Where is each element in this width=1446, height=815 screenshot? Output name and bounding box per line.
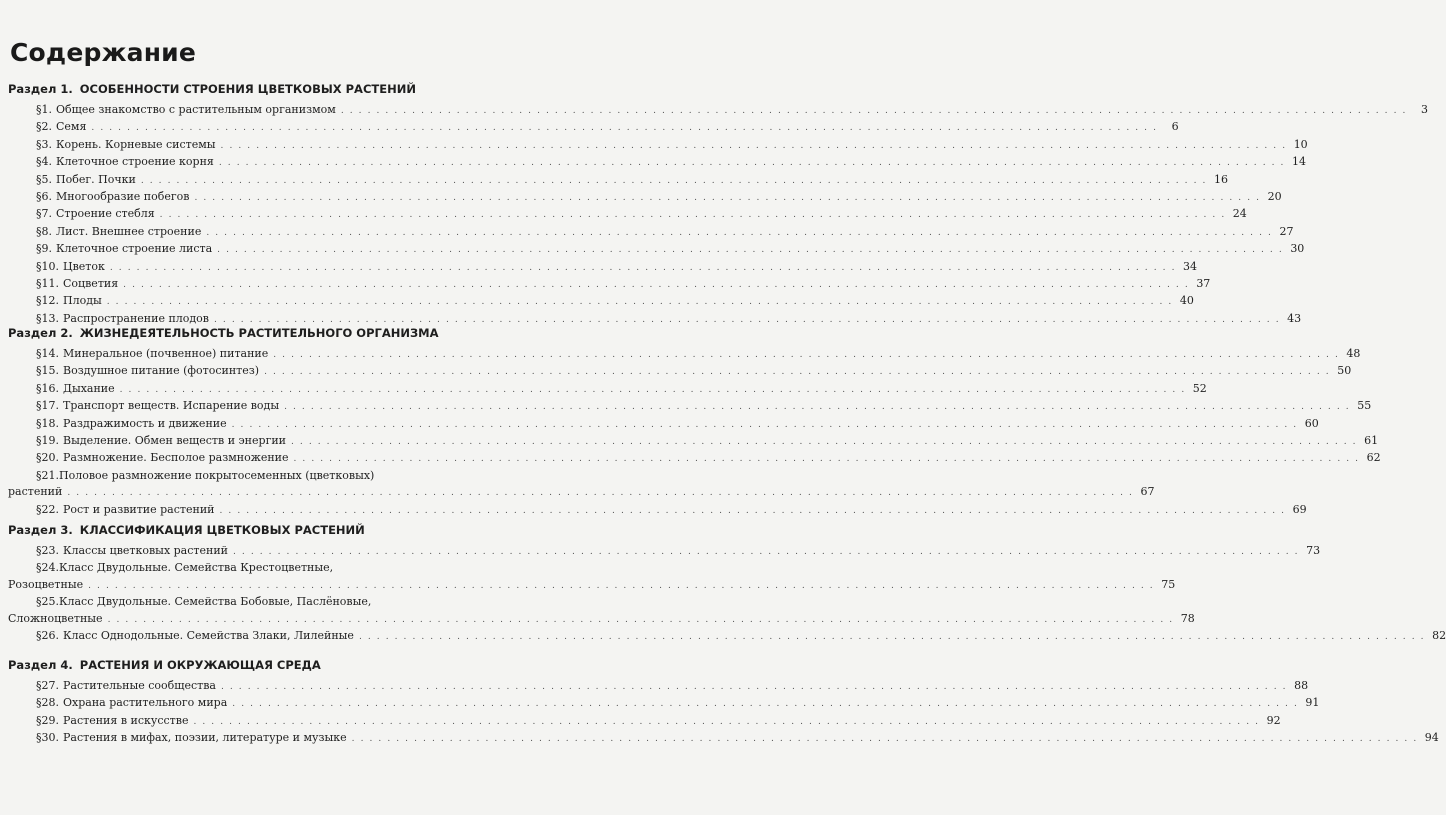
entry-number: §8.	[36, 224, 52, 238]
section-label: Раздел 2.	[8, 326, 73, 340]
page-number: 14	[1292, 155, 1306, 169]
page-number: 30	[1290, 242, 1305, 256]
section-label: Раздел 4.	[8, 658, 73, 672]
dot-leader: . . . . . . . . . . . . . . . . . . . . . . . . . . . . . . . . . . . . . . . . . . . . . . . . . . . . . . . . . . . . . . . . . . . . . . . . . . . . . . . . . . . . . . . . . . . . . . . . . . . . . . . . . . . . . . . . . . . . . . . .	[284, 402, 1351, 413]
entry-number: §5.	[36, 172, 52, 186]
entry-title-continuation: растений	[8, 485, 63, 499]
page-title: Содержание	[10, 38, 197, 67]
page-number: 50	[1337, 364, 1352, 378]
dot-leader: . . . . . . . . . . . . . . . . . . . . . . . . . . . . . . . . . . . . . . . . . . . . . . . . . . . . . . . . . . . . . . . . . . . . . . . . . . . . . . . . . . . . . . . . . . . . . . . . . . . . . . . . . . . . . . . . . . . . . . . .	[159, 210, 1226, 221]
entry-number: §25.	[36, 595, 59, 609]
entry-line	[36, 543, 1321, 560]
entry-title: Выделение. Обмен веществ и энергии	[63, 434, 286, 448]
page-number: 10	[1293, 137, 1308, 151]
entry-line	[36, 206, 1247, 223]
page-number: 60	[1304, 416, 1319, 430]
page-number: 37	[1196, 277, 1211, 291]
page-number: 16	[1213, 172, 1228, 186]
entry-first-line	[36, 468, 514, 484]
page-number: 88	[1294, 679, 1309, 692]
entry-first-line	[36, 560, 514, 576]
dot-leader: . . . . . . . . . . . . . . . . . . . . . . . . . . . . . . . . . . . . . . . . . . . . . . . . . . . . . . . . . . . . . . . . . . . . . . . . . . . . . . . . . . . . . . . . . . . . . . . . . . . . . . . . . . . . . . . . . . . . . . . .	[351, 734, 1418, 745]
dot-leader: . . . . . . . . . . . . . . . . . . . . . . . . . . . . . . . . . . . . . . . . . . . . . . . . . . . . . . . . . . . . . . . . . . . . . . . . . . . . . . . . . . . . . . . . . . . . . . . . . . . . . . . . . . . . . . . . . . . . . . . .	[293, 454, 1360, 465]
section-header	[8, 326, 439, 340]
page-number: 75	[1161, 577, 1176, 591]
entry-number: §11.	[36, 277, 59, 291]
entry-line	[36, 363, 1352, 380]
dot-leader: . . . . . . . . . . . . . . . . . . . . . . . . . . . . . . . . . . . . . . . . . . . . . . . . . . . . . . . . . . . . . . . . . . . . . . . . . . . . . . . . . . . . . . . . . . . . . . . . . . . . . . . . . . . . . . . . . . . . . . . .	[220, 140, 1287, 151]
section-title: РАСТЕНИЯ И ОКРУЖАЮЩАЯ СРЕДА	[79, 658, 321, 672]
entry-line	[36, 189, 1282, 206]
entry-line	[36, 102, 1428, 119]
entry-number: §9.	[36, 242, 52, 256]
entry-line	[36, 346, 1361, 363]
entry-number: §3.	[36, 137, 52, 151]
dot-leader: . . . . . . . . . . . . . . . . . . . . . . . . . . . . . . . . . . . . . . . . . . . . . . . . . . . . . . . . . . . . . . . . . . . . . . . . . . . . . . . . . . . . . . . . . . . . . . . . . . . . . . . . . . . . . . . . . . . . . . . .	[232, 699, 1299, 710]
entry-line	[36, 416, 1319, 433]
dot-leader: . . . . . . . . . . . . . . . . . . . . . . . . . . . . . . . . . . . . . . . . . . . . . . . . . . . . . . . . . . . . . . . . . . . . . . . . . . . . . . . . . . . . . . . . . . . . . . . . . . . . . . . . . . . . . . . . . . . . . . . .	[67, 488, 1134, 499]
toc-entry[interactable]	[36, 730, 1439, 747]
entry-line	[36, 276, 1211, 293]
section-title: ЖИЗНЕДЕЯТЕЛЬНОСТЬ РАСТИТЕЛЬНОГО ОРГАНИЗМА	[79, 326, 439, 340]
page-number: 3	[1420, 103, 1428, 116]
dot-leader: . . . . . . . . . . . . . . . . . . . . . . . . . . . . . . . . . . . . . . . . . . . . . . . . . . . . . . . . . . . . . . . . . . . . . . . . . . . . . . . . . . . . . . . . . . . . . . . . . . . . . . . . . . . . . . . . . . . . . . . .	[219, 505, 1286, 516]
section-label: Раздел 3.	[8, 523, 73, 537]
entry-title: Минеральное (почвенное) питание	[63, 347, 269, 360]
entry-line	[36, 137, 1308, 154]
entry-title: Растения в искусстве	[63, 713, 189, 727]
entry-title: Семя	[56, 120, 87, 134]
page-number: 48	[1346, 347, 1361, 360]
entry-number: §14.	[36, 347, 59, 360]
toc-entry[interactable]	[36, 398, 1372, 415]
toc-entry[interactable]	[36, 189, 1282, 206]
entry-number: §15.	[36, 364, 59, 378]
toc-entry[interactable]	[36, 450, 1381, 467]
entry-title: Общее знакомство с растительным организмом	[56, 103, 336, 116]
entry-number: §19.	[36, 434, 59, 448]
toc-entry[interactable]	[36, 102, 1428, 119]
entry-title: Класс Двудольные. Семейства Бобовые, Паслёновые,	[59, 595, 372, 609]
toc-entry[interactable]	[36, 433, 1379, 450]
toc-entry[interactable]	[36, 346, 1361, 363]
entry-title: Транспорт веществ. Испарение воды	[63, 399, 280, 413]
entry-line	[8, 577, 1176, 594]
entry-number: §21.	[36, 468, 59, 482]
entry-title: Воздушное питание (фотосинтез)	[63, 364, 260, 378]
section-label: Раздел 1.	[8, 82, 73, 96]
entry-number: §23.	[36, 544, 59, 557]
page-number: 82	[1432, 629, 1446, 643]
entry-title-continuation: Сложноцветные	[8, 611, 103, 625]
entry-line	[36, 119, 1179, 136]
dot-leader: . . . . . . . . . . . . . . . . . . . . . . . . . . . . . . . . . . . . . . . . . . . . . . . . . . . . . . . . . . . . . . . . . . . . . . . . . . . . . . . . . . . . . . . . . . . . . . . . . . . . . . . . . . . . . . . . . . . . . . . .	[233, 547, 1300, 557]
section-entries	[0, 678, 1439, 748]
toc-entry[interactable]	[36, 119, 1179, 136]
entry-line	[36, 502, 1307, 519]
section-entries	[0, 346, 1381, 519]
page-number: 94	[1424, 731, 1439, 745]
dot-leader: . . . . . . . . . . . . . . . . . . . . . . . . . . . . . . . . . . . . . . . . . . . . . . . . . . . . . . . . . . . . . . . . . . . . . . . . . . . . . . . . . . . . . . . . . . . . . . . . . . . . . . . . . . . . . . . . . . . . . . . .	[123, 280, 1190, 291]
dot-leader: . . . . . . . . . . . . . . . . . . . . . . . . . . . . . . . . . . . . . . . . . . . . . . . . . . . . . . . . . . . . . . . . . . . . . . . . . . . . . . . . . . . . . . . . . . . . . . . . . . . . . . . . . . . . . . . . . . . . . . . .	[358, 632, 1426, 643]
entry-title: Лист. Внешнее строение	[56, 224, 202, 238]
page-number: 34	[1183, 259, 1198, 273]
entry-title-continuation: Розоцветные	[8, 577, 84, 591]
toc-entry[interactable]	[36, 695, 1320, 712]
section-title: КЛАССИФИКАЦИЯ ЦВЕТКОВЫХ РАСТЕНИЙ	[79, 523, 365, 537]
dot-leader: . . . . . . . . . . . . . . . . . . . . . . . . . . . . . . . . . . . . . . . . . . . . . . . . . . . . . . . . . . . . . . . . . . . . . . . . . . . . . . . . . . . . . . . . . . . . . . . . . . . . . . . . . . . . . . . . . . . . . . . .	[88, 580, 1155, 591]
toc-entry[interactable]	[36, 628, 1446, 645]
entry-line	[36, 695, 1320, 712]
entry-line	[36, 241, 1305, 258]
dot-leader: . . . . . . . . . . . . . . . . . . . . . . . . . . . . . . . . . . . . . . . . . . . . . . . . . . . . . . . . . . . . . . . . . . . . . . . . . . . . . . . . . . . . . . . . . . . . . . . . . . . . . . . . . . . . . . . . . . . . . . . .	[217, 245, 1284, 256]
entry-title: Дыхание	[63, 381, 115, 395]
entry-number: §24.	[36, 561, 59, 575]
dot-leader: . . . . . . . . . . . . . . . . . . . . . . . . . . . . . . . . . . . . . . . . . . . . . . . . . . . . . . . . . . . . . . . . . . . . . . . . . . . . . . . . . . . . . . . . . . . . . . . . . . . . . . . . . . . . . . . . . . . . . . . .	[106, 297, 1173, 308]
entry-title: Половое размножение покрытосеменных (цветковых)	[59, 468, 375, 482]
entry-number: §28.	[36, 696, 59, 710]
page-number: 91	[1305, 696, 1320, 710]
page-number: 92	[1266, 713, 1281, 727]
entry-number: §18.	[36, 416, 59, 430]
entry-line	[36, 730, 1439, 747]
toc-entry[interactable]	[36, 276, 1211, 293]
toc-entry[interactable]	[8, 560, 1176, 594]
dot-leader: . . . . . . . . . . . . . . . . . . . . . . . . . . . . . . . . . . . . . . . . . . . . . . . . . . . . . . . . . . . . . . . . . . . . . . . . . . . . . . . . . . . . . . . . . . . . . . . . . . . . . . . . . . . . . . . . . . . . . . . .	[107, 614, 1174, 625]
dot-leader: . . . . . . . . . . . . . . . . . . . . . . . . . . . . . . . . . . . . . . . . . . . . . . . . . . . . . . . . . . . . . . . . . . . . . . . . . . . . . . . . . . . . . . . . . . . . . . . . . . . . . . . . . . . . . . . . . . . . . . . .	[91, 123, 1158, 134]
entry-title: Класс Двудольные. Семейства Крестоцветные,	[59, 561, 334, 575]
entry-title: Растительные сообщества	[63, 679, 216, 692]
entry-line	[36, 154, 1306, 171]
entry-number: §6.	[36, 190, 52, 204]
toc-entry[interactable]	[8, 594, 1195, 628]
page-number: 52	[1192, 381, 1207, 395]
entry-title: Растения в мифах, поэзии, литературе и музыке	[63, 731, 347, 745]
entry-title: Размножение. Бесполое размножение	[63, 451, 289, 465]
entry-number: §20.	[36, 451, 59, 465]
section-header	[8, 523, 365, 537]
dot-leader: . . . . . . . . . . . . . . . . . . . . . . . . . . . . . . . . . . . . . . . . . . . . . . . . . . . . . . . . . . . . . . . . . . . . . . . . . . . . . . . . . . . . . . . . . . . . . . . . . . . . . . . . . . . . . . . . . . . . . . . .	[291, 437, 1358, 448]
entry-number: §7.	[36, 207, 52, 221]
page-number: 27	[1279, 224, 1294, 238]
entry-line	[36, 433, 1379, 450]
entry-line	[36, 381, 1207, 398]
page-number: 73	[1306, 544, 1321, 557]
toc-entry[interactable]	[36, 713, 1281, 730]
dot-leader: . . . . . . . . . . . . . . . . . . . . . . . . . . . . . . . . . . . . . . . . . . . . . . . . . . . . . . . . . . . . . . . . . . . . . . . . . . . . . . . . . . . . . . . . . . . . . . . . . . . . . . . . . . . . . . . . . . . . . . . .	[264, 367, 1331, 378]
entry-number: §17.	[36, 399, 59, 413]
entry-title: Клеточное строение корня	[56, 155, 214, 169]
dot-leader: . . . . . . . . . . . . . . . . . . . . . . . . . . . . . . . . . . . . . . . . . . . . . . . . . . . . . . . . . . . . . . . . . . . . . . . . . . . . . . . . . . . . . . . . . . . . . . . . . . . . . . . . . . . . . . . . . . . . . . . .	[140, 175, 1207, 186]
page-number: 20	[1267, 190, 1282, 204]
dot-leader: . . . . . . . . . . . . . . . . . . . . . . . . . . . . . . . . . . . . . . . . . . . . . . . . . . . . . . . . . . . . . . . . . . . . . . . . . . . . . . . . . . . . . . . . . . . . . . . . . . . . . . . . . . . . . . . . . . . . . . . .	[231, 419, 1298, 430]
dot-leader: . . . . . . . . . . . . . . . . . . . . . . . . . . . . . . . . . . . . . . . . . . . . . . . . . . . . . . . . . . . . . . . . . . . . . . . . . . . . . . . . . . . . . . . . . . . . . . . . . . . . . . . . . . . . . . . . . . . . . . . .	[214, 314, 1281, 325]
toc-entry[interactable]	[36, 154, 1306, 171]
entry-title: Раздражимость и движение	[63, 416, 227, 430]
entry-number: §12.	[36, 294, 59, 308]
entry-title: Соцветия	[63, 277, 119, 291]
entry-line	[36, 398, 1372, 415]
toc-entry[interactable]	[36, 381, 1207, 398]
dot-leader: . . . . . . . . . . . . . . . . . . . . . . . . . . . . . . . . . . . . . . . . . . . . . . . . . . . . . . . . . . . . . . . . . . . . . . . . . . . . . . . . . . . . . . . . . . . . . . . . . . . . . . . . . . . . . . . . . . . . . . . .	[109, 262, 1177, 273]
section-header	[8, 658, 321, 672]
toc-entry[interactable]	[36, 678, 1309, 695]
toc-entry[interactable]	[36, 543, 1321, 560]
entry-title: Цветок	[63, 259, 105, 273]
entry-line	[36, 224, 1294, 241]
section-entries	[0, 102, 1428, 328]
entry-number: §4.	[36, 155, 52, 169]
entry-title: Рост и развитие растений	[63, 502, 215, 516]
entry-number: §29.	[36, 713, 59, 727]
entry-title: Плоды	[63, 294, 102, 308]
entry-number: §2.	[36, 120, 52, 134]
entry-title: Строение стебля	[56, 207, 155, 221]
entry-title: Многообразие побегов	[56, 190, 190, 204]
dot-leader: . . . . . . . . . . . . . . . . . . . . . . . . . . . . . . . . . . . . . . . . . . . . . . . . . . . . . . . . . . . . . . . . . . . . . . . . . . . . . . . . . . . . . . . . . . . . . . . . . . . . . . . . . . . . . . . . . . . . . . . .	[218, 158, 1285, 169]
toc-entry[interactable]	[36, 172, 1228, 189]
entry-number: §26.	[36, 629, 59, 643]
page-number: 43	[1287, 311, 1302, 325]
page-number: 24	[1232, 207, 1247, 221]
page-number: 61	[1364, 434, 1379, 448]
entry-number: §1.	[36, 103, 52, 116]
page-number: 6	[1171, 120, 1179, 134]
toc-entry[interactable]	[36, 137, 1308, 154]
entry-first-line	[36, 594, 514, 610]
entry-line	[36, 293, 1194, 310]
entry-title: Классы цветковых растений	[63, 544, 228, 557]
page-number: 78	[1180, 611, 1195, 625]
entry-number: §30.	[36, 731, 59, 745]
entry-line	[36, 713, 1281, 730]
dot-leader: . . . . . . . . . . . . . . . . . . . . . . . . . . . . . . . . . . . . . . . . . . . . . . . . . . . . . . . . . . . . . . . . . . . . . . . . . . . . . . . . . . . . . . . . . . . . . . . . . . . . . . . . . . . . . . . . . . . . . . . .	[119, 384, 1186, 395]
entry-number: §22.	[36, 502, 59, 516]
entry-title: Клеточное строение листа	[56, 242, 213, 256]
section-entries	[0, 543, 1446, 645]
entry-title: Класс Однодольные. Семейства Злаки, Лилейные	[63, 629, 354, 643]
entry-title: Корень. Корневые системы	[56, 137, 216, 151]
dot-leader: . . . . . . . . . . . . . . . . . . . . . . . . . . . . . . . . . . . . . . . . . . . . . . . . . . . . . . . . . . . . . . . . . . . . . . . . . . . . . . . . . . . . . . . . . . . . . . . . . . . . . . . . . . . . . . . . . . . . . . . .	[193, 716, 1260, 727]
page-number: 40	[1179, 294, 1194, 308]
entry-line	[8, 611, 1195, 628]
entry-number: §10.	[36, 259, 59, 273]
dot-leader: . . . . . . . . . . . . . . . . . . . . . . . . . . . . . . . . . . . . . . . . . . . . . . . . . . . . . . . . . . . . . . . . . . . . . . . . . . . . . . . . . . . . . . . . . . . . . . . . . . . . . . . . . . . . . . . . . . . . . . . .	[220, 682, 1288, 692]
toc-entry[interactable]	[36, 363, 1352, 380]
entry-number: §16.	[36, 381, 59, 395]
section-header	[8, 82, 416, 96]
dot-leader: . . . . . . . . . . . . . . . . . . . . . . . . . . . . . . . . . . . . . . . . . . . . . . . . . . . . . . . . . . . . . . . . . . . . . . . . . . . . . . . . . . . . . . . . . . . . . . . . . . . . . . . . . . . . . . . . . . . . . . . .	[206, 227, 1273, 238]
toc-entry[interactable]	[8, 468, 1155, 502]
entry-line	[36, 628, 1446, 645]
entry-line	[36, 172, 1228, 189]
dot-leader: . . . . . . . . . . . . . . . . . . . . . . . . . . . . . . . . . . . . . . . . . . . . . . . . . . . . . . . . . . . . . . . . . . . . . . . . . . . . . . . . . . . . . . . . . . . . . . . . . . . . . . . . . . . . . . . . . . . . . . . .	[340, 106, 1407, 116]
section-title: ОСОБЕННОСТИ СТРОЕНИЯ ЦВЕТКОВЫХ РАСТЕНИЙ	[79, 82, 416, 96]
entry-title: Побег. Почки	[56, 172, 136, 186]
entry-title: Распространение плодов	[63, 311, 210, 325]
page-number: 67	[1140, 485, 1155, 499]
entry-line	[36, 259, 1198, 276]
toc-entry[interactable]	[36, 206, 1247, 223]
page-number: 62	[1366, 451, 1381, 465]
toc-entry[interactable]	[36, 416, 1319, 433]
page-number: 69	[1292, 502, 1307, 516]
entry-number: §13.	[36, 311, 59, 325]
toc-entry[interactable]	[36, 224, 1294, 241]
toc-entry[interactable]	[36, 293, 1194, 310]
entry-line	[36, 450, 1381, 467]
toc-entry[interactable]	[36, 502, 1307, 519]
page-number: 55	[1357, 399, 1372, 413]
dot-leader: . . . . . . . . . . . . . . . . . . . . . . . . . . . . . . . . . . . . . . . . . . . . . . . . . . . . . . . . . . . . . . . . . . . . . . . . . . . . . . . . . . . . . . . . . . . . . . . . . . . . . . . . . . . . . . . . . . . . . . . .	[273, 350, 1340, 360]
entry-line	[36, 678, 1309, 695]
toc-entry[interactable]	[36, 241, 1305, 258]
dot-leader: . . . . . . . . . . . . . . . . . . . . . . . . . . . . . . . . . . . . . . . . . . . . . . . . . . . . . . . . . . . . . . . . . . . . . . . . . . . . . . . . . . . . . . . . . . . . . . . . . . . . . . . . . . . . . . . . . . . . . . . .	[194, 193, 1261, 204]
toc-entry[interactable]	[36, 259, 1198, 276]
entry-title: Охрана растительного мира	[63, 696, 228, 710]
entry-number: §27.	[36, 679, 59, 692]
entry-line	[8, 484, 1155, 501]
